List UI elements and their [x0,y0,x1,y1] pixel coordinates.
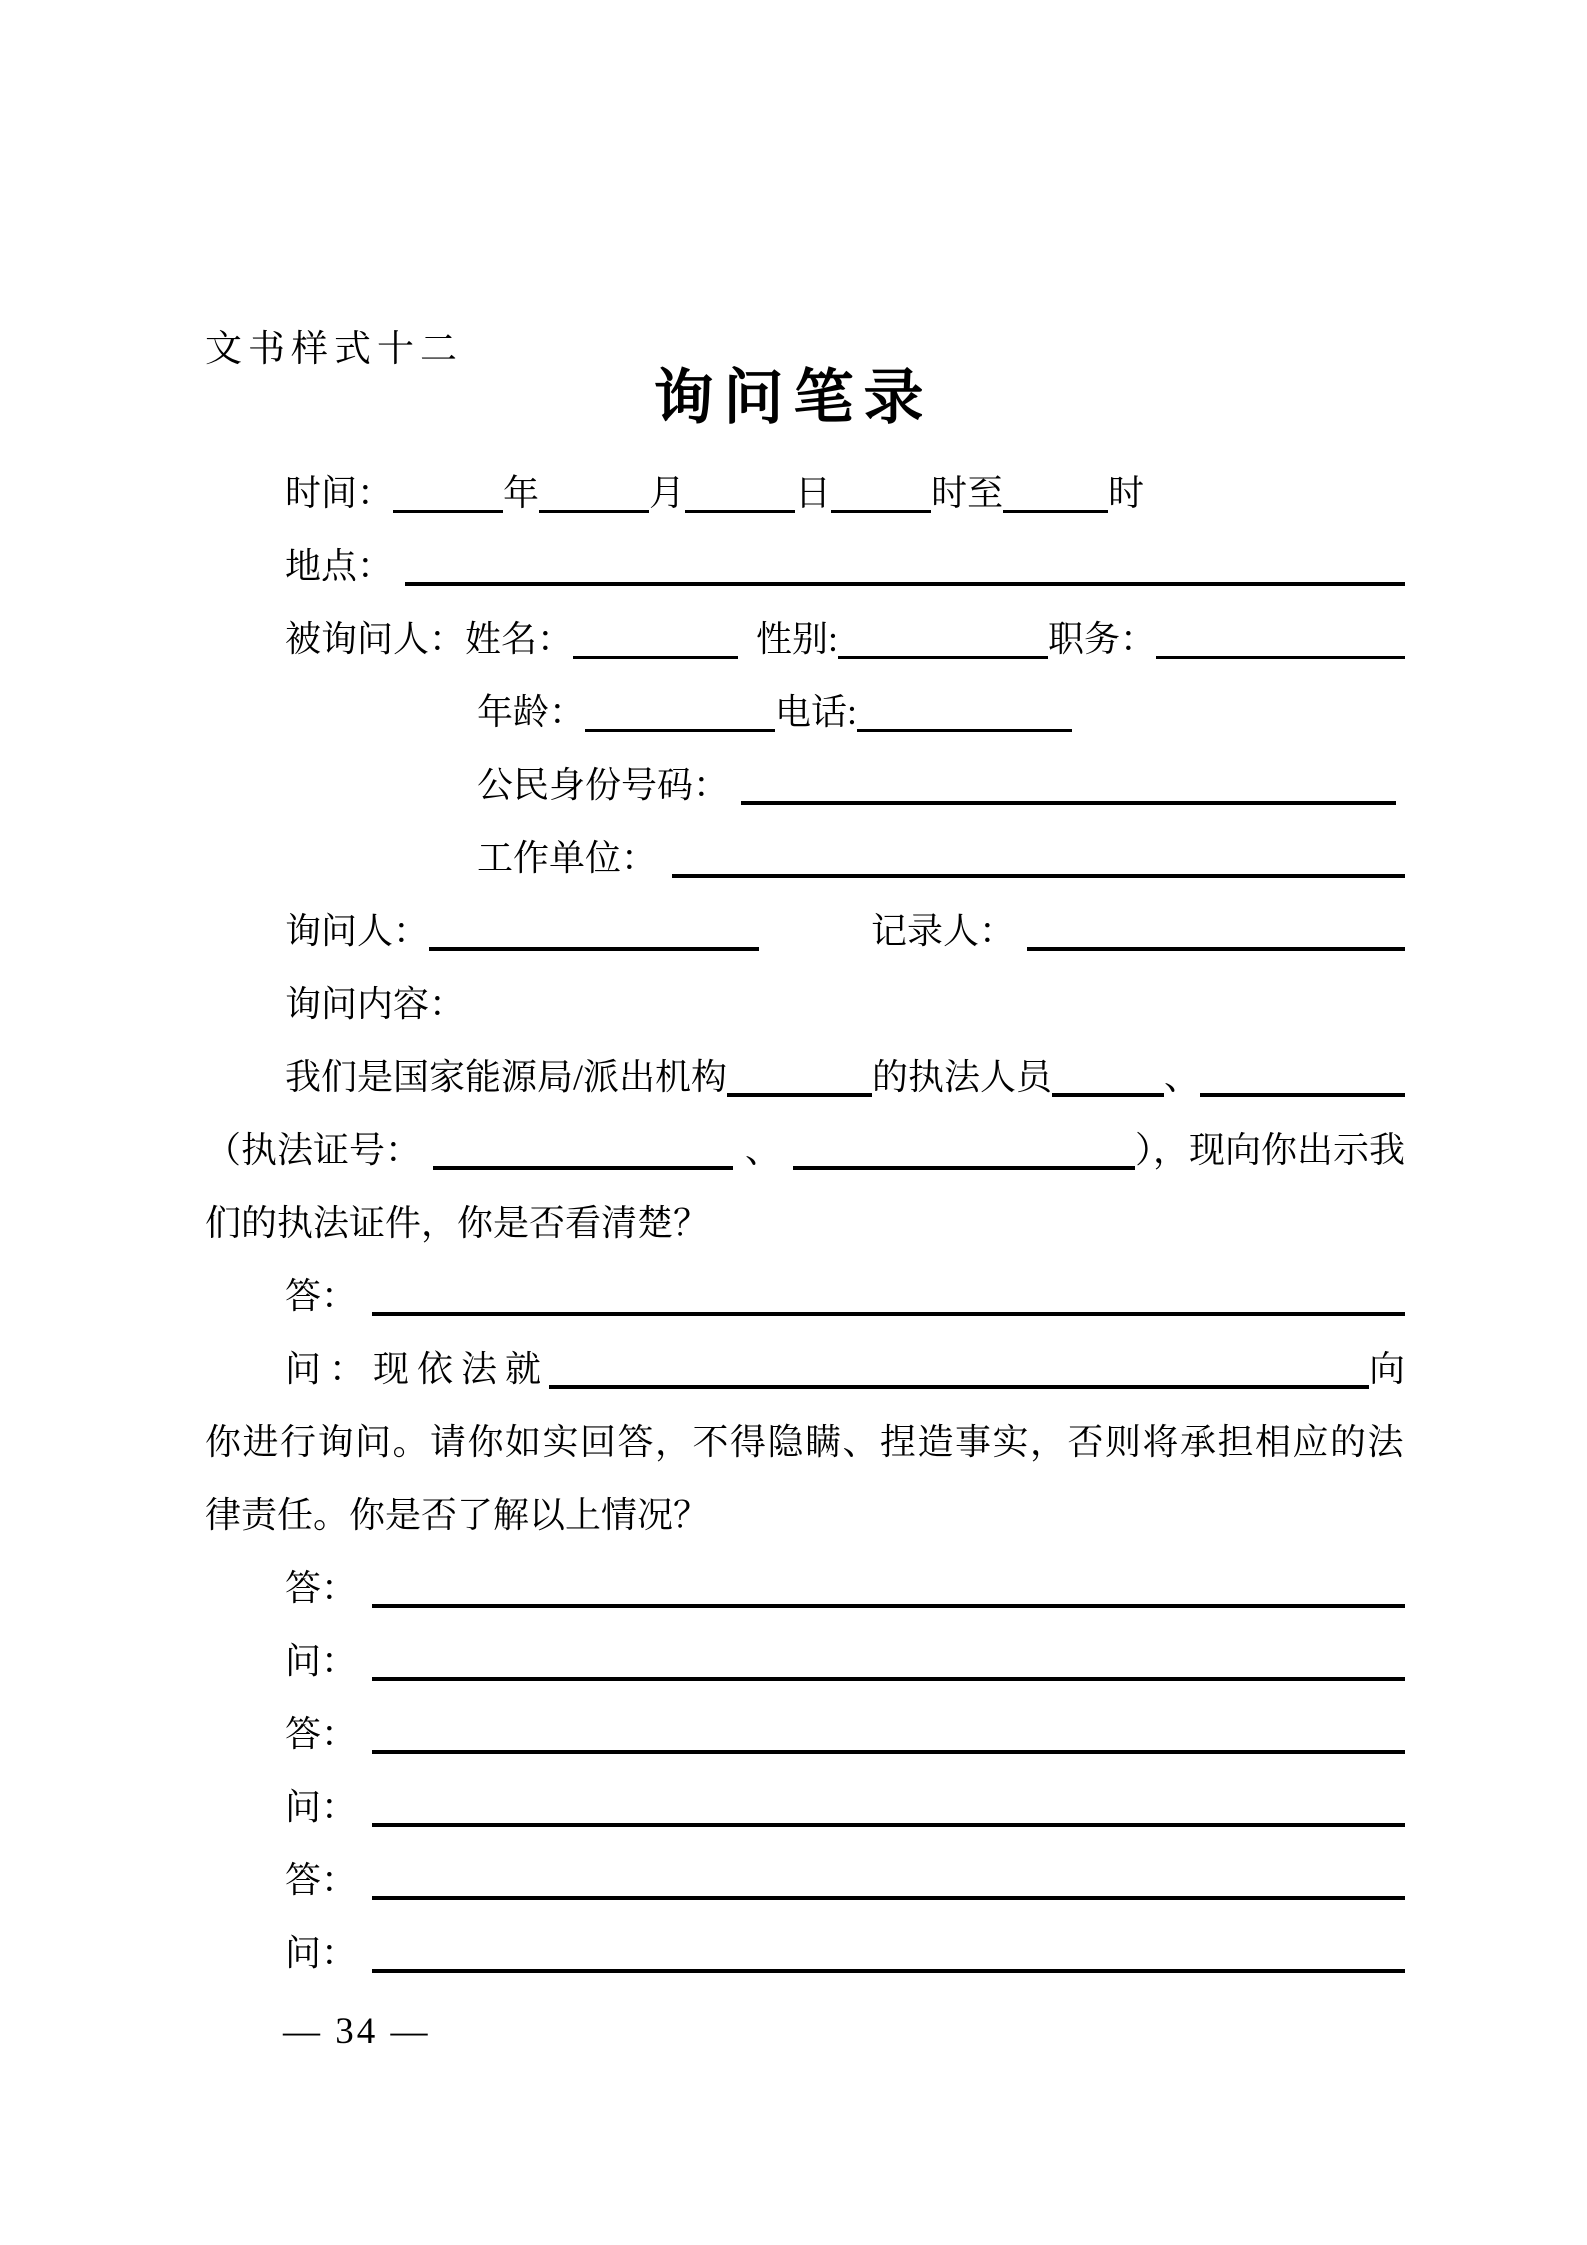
answer-1-label: 答： [285,1276,358,1316]
document-title: 询问笔录 [653,365,934,431]
qa-line-2-blank [372,1677,1405,1681]
work-unit-label: 工作单位： [477,838,658,878]
time-hour-to-blank [1003,510,1108,513]
answer-1-blank [372,1312,1405,1316]
content-label: 询问内容： [285,984,466,1024]
document-style-label: 文书样式十二 [205,329,463,370]
answer-1-line [205,1273,1405,1319]
question-subject-blank [549,1385,1369,1389]
qa-line-2 [205,1638,1405,1684]
question-2-line [205,1346,1405,1392]
age-blank [585,729,775,732]
work-unit-blank [672,874,1405,878]
place-line [205,543,1405,589]
time-month-unit: 月 [649,473,686,513]
interviewee-label: 被询问人： [285,619,466,659]
time-line [205,470,1405,516]
place-label: 地点： [285,546,394,586]
cert-line [205,1127,1405,1173]
intro-separator: 、 [1164,1057,1201,1097]
qa-line-6 [205,1930,1405,1976]
name-blank [573,656,738,659]
intro-text-2: 的执法人员 [872,1057,1053,1097]
qa-line-4 [205,1784,1405,1830]
cert-text-2: ），现向你出示我 [1134,1130,1405,1170]
place-blank [405,582,1405,586]
work-unit-line [205,835,1405,881]
qa-line-2-label: 问： [285,1641,358,1681]
cert-number-2-blank [793,1166,1135,1170]
time-year-unit: 年 [503,473,540,513]
duty-label: 职务： [1048,619,1157,659]
time-day-unit: 日 [795,473,832,513]
time-month-blank [539,510,649,513]
time-year-blank [393,510,503,513]
qa-line-5-label: 答： [285,1860,358,1900]
content-label-line [205,981,1405,1027]
page-number: — 34 — [283,2011,431,2052]
time-hour-to-unit: 时 [1108,473,1145,513]
gender-label: 性别: [756,619,839,659]
agency-blank [727,1093,872,1097]
qa-line-4-label: 问： [285,1787,358,1827]
qa-line-1-label: 答： [285,1568,358,1608]
qa-line-3-label: 答： [285,1714,358,1754]
qa-line-1 [205,1565,1405,1611]
time-hour-from-unit: 时至 [931,473,1004,513]
id-number-blank [741,801,1396,805]
interviewer-recorder-line [205,908,1405,954]
officer-2-blank [1200,1093,1405,1097]
time-label: 时间： [285,473,394,513]
qa-line-6-blank [372,1969,1405,1973]
cert-number-1-blank [433,1166,733,1170]
id-number-line [205,762,1405,808]
cert-continuation-line: 们的执法证件，你是否看清楚？ [205,1203,710,1243]
id-number-label: 公民身份号码： [477,765,730,805]
qa-line-1-blank [372,1604,1405,1608]
question-2-lead: 问：现依法就 [285,1349,550,1389]
interviewee-line [205,616,1405,662]
qa-line-3-blank [372,1750,1405,1754]
cert-separator: 、 [745,1130,782,1170]
recorder-label: 记录人： [871,911,1016,951]
interviewer-label: 询问人： [285,911,430,951]
time-hour-from-blank [831,510,931,513]
age-label: 年龄： [477,692,586,732]
officer-1-blank [1052,1093,1164,1097]
notice-line-2: 律责任。你是否了解以上情况？ [205,1495,710,1535]
gender-blank [838,656,1048,659]
intro-line [205,1054,1405,1100]
phone-blank [857,729,1072,732]
interviewer-blank [429,947,759,951]
recorder-blank [1027,947,1405,951]
qa-line-6-label: 问： [285,1933,358,1973]
phone-label: 电话: [775,692,858,732]
time-day-blank [685,510,795,513]
qa-line-5-blank [372,1896,1405,1900]
cert-text-1: （执法证号： [205,1130,422,1170]
intro-text-1: 我们是国家能源局/派出机构 [285,1057,728,1097]
qa-line-3 [205,1711,1405,1757]
age-phone-line [205,689,1405,735]
duty-blank [1156,656,1405,659]
qa-line-4-blank [372,1823,1405,1827]
notice-line-1: 你进行询问。请你如实回答，不得隐瞒、捏造事实，否则将承担相应的法 [205,1422,1406,1462]
qa-line-5 [205,1857,1405,1903]
question-2-tail: 向 [1368,1349,1405,1389]
name-label: 姓名： [465,619,574,659]
